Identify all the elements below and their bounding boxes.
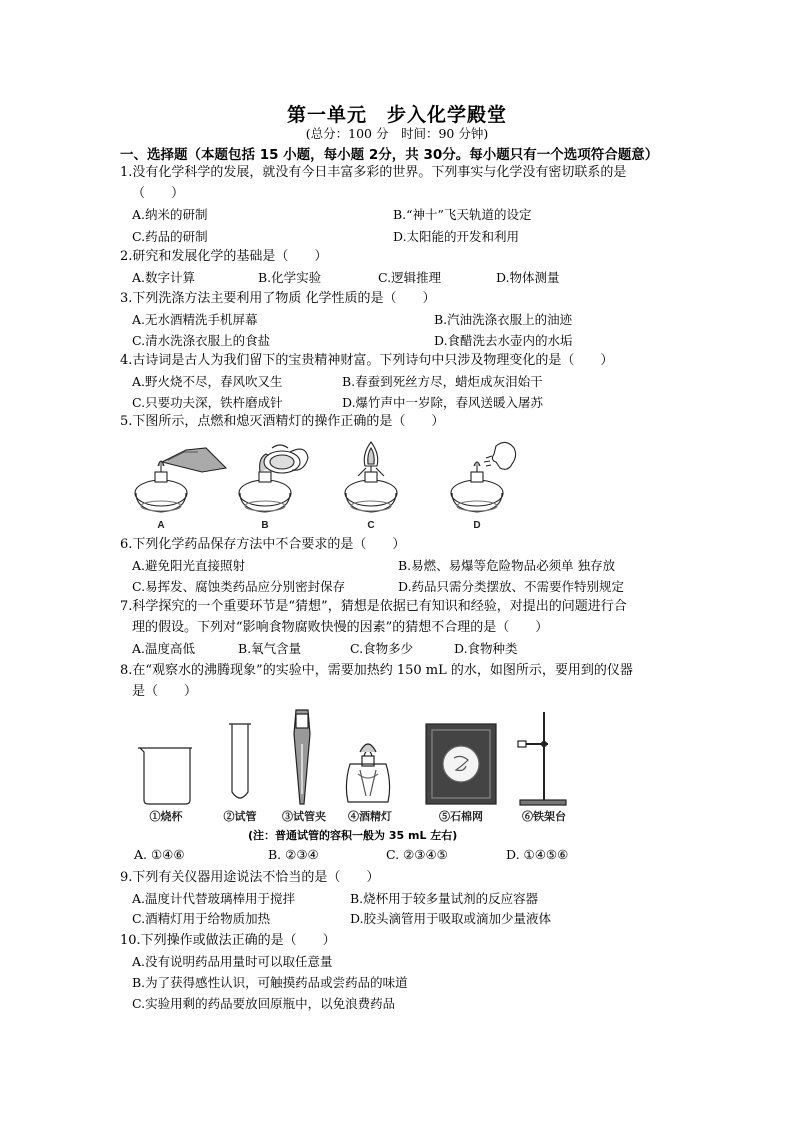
- question-9-option-d: D.胶头滴管用于吸取或滴加少量液体: [350, 911, 552, 926]
- question-8-option-d: D. ①④⑤⑥: [506, 847, 569, 862]
- question-6-option-a: A.避免阳光直接照射: [132, 558, 246, 573]
- test-tube-holder-illustration: [294, 710, 310, 804]
- question-10-option-a: A.没有说明药品用量时可以取任意量: [132, 954, 333, 969]
- asbestos-gauze-illustration: [426, 724, 496, 804]
- instrument-label-test-tube: ②试管: [223, 811, 257, 823]
- question-2-option-d: D.物体测量: [496, 270, 560, 285]
- question-9-option-a: A.温度计代替玻璃棒用于搅拌: [132, 891, 296, 906]
- question-4-option-a: A.野火烧不尽，春风吹又生: [132, 374, 283, 389]
- test-tube-illustration: [229, 724, 251, 798]
- question-7-option-c: C.食物多少: [350, 641, 414, 656]
- question-7-stem-line1: 7.科学探究的一个重要环节是“猜想”，猜想是依据已有知识和经验，对提出的问题进行合: [120, 599, 627, 614]
- question-9-option-c: C.酒精灯用于给物质加热: [132, 911, 271, 926]
- alcohol-lamp-figure: [128, 438, 528, 530]
- question-2-stem: 2.研究和发展化学的基础是（ ）: [120, 249, 328, 264]
- question-9-option-b: B.烧杯用于较多量试剂的反应容器: [350, 891, 539, 906]
- question-3-option-d: D.食醋洗去水壶内的水垢: [434, 333, 573, 348]
- alcohol-lamp-illustration: [346, 744, 389, 802]
- question-2-option-b: B.化学实验: [258, 270, 322, 285]
- iron-stand-illustration: [518, 712, 566, 805]
- question-8-stem-line1: 8.在“观察水的沸腾现象”的实验中，需要加热约 150 mL 的水，如图所示，要用到的仪器: [120, 663, 633, 678]
- question-7-option-b: B.氧气含量: [238, 641, 302, 656]
- question-1-option-d: D.太阳能的开发和利用: [393, 229, 520, 244]
- instrument-label-gauze: ⑤石棉网: [439, 811, 483, 823]
- section-heading: 一、选择题（本题包括 15 小题，每小题 2分，共 30分。每小题只有一个选项符合题意）: [120, 147, 659, 163]
- question-7-option-a: A.温度高低: [132, 641, 196, 656]
- instrument-label-holder: ③试管夹: [282, 811, 326, 823]
- question-1-option-a: A.纳米的研制: [132, 207, 208, 222]
- question-8-option-b: B. ②③④: [268, 847, 319, 862]
- lamp-d-illustration: [451, 442, 516, 512]
- question-1-stem: 1.没有化学科学的发展，就没有今日丰富多彩的世界。下列事实与化学没有密切联系的是: [120, 165, 627, 180]
- question-4-stem: 4.古诗词是古人为我们留下的宝贵精神财富。下列诗句中只涉及物理变化的是（ ）: [120, 353, 614, 368]
- question-4-option-b: B.春蚕到死丝方尽，蜡炬成灰泪始干: [342, 374, 543, 389]
- lamp-label-b: B: [261, 520, 269, 531]
- lamp-label-a: A: [157, 520, 165, 531]
- question-6-option-c: C.易挥发、腐蚀类药品应分别密封保存: [132, 579, 346, 594]
- question-4-option-d: D.爆竹声中一岁除，春风送暖入屠苏: [342, 395, 544, 410]
- question-9-stem: 9.下列有关仪器用途说法不恰当的是（ ）: [120, 870, 380, 885]
- question-10-option-c: C.实验用剩的药品要放回原瓶中，以免浪费药品: [132, 996, 396, 1011]
- question-1-option-b: B.“神十”飞天轨道的设定: [393, 207, 532, 222]
- question-6-option-d: D.药品只需分类摆放、不需要作特别规定: [398, 579, 625, 594]
- question-8-option-a: A. ①④⑥: [134, 847, 185, 862]
- lamp-c-illustration: [345, 442, 397, 512]
- question-3-option-c: C.清水洗涤衣服上的食盐: [132, 333, 271, 348]
- question-10-option-b: B.为了获得感性认识，可触摸药品或尝药品的味道: [132, 975, 408, 990]
- question-5-stem: 5.下图所示，点燃和熄灭酒精灯的操作正确的是（ ）: [120, 414, 445, 429]
- question-8-stem-line2: 是（ ）: [132, 684, 198, 699]
- instrument-label-beaker: ①烧杯: [149, 811, 183, 823]
- lamp-b-illustration: [239, 445, 308, 512]
- question-3-option-b: B.汽油洗涤衣服上的油迹: [434, 312, 573, 327]
- question-8-note: (注：普通试管的容积一般为 35 mL 左右): [248, 829, 458, 842]
- question-6-option-b: B.易燃、易爆等危险物品必须单 独存放: [398, 558, 616, 573]
- question-1-blank: （ ）: [132, 186, 185, 201]
- question-2-option-c: C.逻辑推理: [378, 270, 442, 285]
- lamp-a-illustration: [135, 448, 226, 512]
- question-4-option-c: C.只要功夫深，铁杵磨成针: [132, 395, 283, 410]
- question-1-option-c: C.药品的研制: [132, 229, 208, 244]
- question-3-option-a: A.无水酒精洗手机屏幕: [132, 312, 258, 327]
- lab-instruments-figure: [132, 704, 572, 824]
- instrument-label-stand: ⑥铁架台: [522, 811, 566, 823]
- question-10-stem: 10.下列操作或做法正确的是（ ）: [120, 933, 336, 948]
- page-title: 第一单元 步入化学殿堂: [286, 104, 507, 126]
- question-7-stem-line2: 理的假设。下列对“影响食物腐败快慢的因素”的猜想不合理的是（ ）: [132, 620, 549, 635]
- page-subtitle: (总分：100 分 时间：90 分钟): [305, 126, 489, 141]
- question-7-option-d: D.食物种类: [454, 641, 518, 656]
- question-8-option-c: C. ②③④⑤: [386, 847, 448, 862]
- lamp-label-d: D: [473, 520, 481, 531]
- beaker-illustration: [138, 748, 192, 804]
- instrument-label-lamp: ④酒精灯: [348, 811, 392, 823]
- lamp-label-c: C: [367, 520, 375, 531]
- question-6-stem: 6.下列化学药品保存方法中不合要求的是（ ）: [120, 537, 406, 552]
- question-3-stem: 3.下列洗涤方法主要利用了物质 化学性质的是（ ）: [120, 291, 436, 306]
- question-2-option-a: A.数字计算: [132, 270, 196, 285]
